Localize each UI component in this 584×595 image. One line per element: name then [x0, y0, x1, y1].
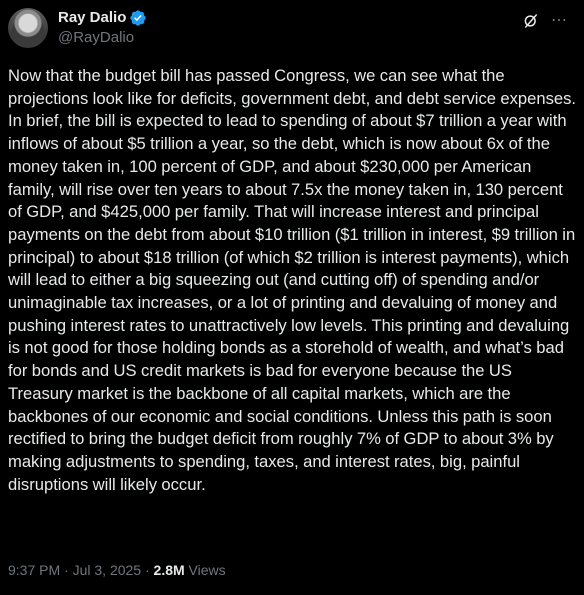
grok-icon[interactable] [522, 12, 540, 35]
author-names [58, 8, 147, 48]
display-name[interactable]: Ray Dalio [58, 9, 127, 26]
tweet-meta [8, 562, 226, 578]
tweet-text: Now that the budget bill has passed Congress, we can see what the projections look like for deficits, government debt, and debt service expenses. In brief, the bill is expected to lead to spending of about $7 trillion a year with inflows of about $5 trillion a year, so the debt, which is now about 6x of the money taken in, 100 percent of GDP, and about $230,000 per American family, will rise over ten years to about 7.5x the money taken in, 130 percent of GDP, and $425,000 per family. That will increase interest and principal payments on the debt from about $10 trillion ($1 trillion in interest, $9 trillion in principal) to about $18 trillion (of which $2 trillion is interest payments), which will lead to either a big squeezing out (and cutting off) of spending and/or unimaginable tax increases, or a lot of printing and devaluing of money and pushing interest rates to unattractively low levels. This printing and devaluing is not good for those holding bonds as a storehold of wealth, and what’s bad for bonds and US credit markets is bad for everyone because the US Treasury market is the backbone of all capital markets, which are the backbones of our economic and social conditions. Unless this path is soon rectified to bring the budget deficit from roughly 7% of GDP to about 3% by making adjustments to spending, taxes, and interest rates, big, painful disruptions will likely occur. [8, 66, 577, 494]
more-icon[interactable]: ⋯ [551, 12, 568, 29]
name-row [58, 8, 147, 28]
verified-badge-icon[interactable] [129, 9, 147, 27]
views-count: 2.8M [153, 562, 185, 578]
avatar[interactable] [8, 8, 48, 48]
tweet-header [8, 0, 574, 60]
tweet-time[interactable]: 9:37 PM [8, 562, 61, 578]
handle[interactable]: @RayDalio [58, 29, 135, 46]
views-label: Views [184, 562, 226, 578]
meta-separator: · [141, 562, 154, 578]
meta-separator: · [60, 562, 73, 578]
tweet-date[interactable]: Jul 3, 2025 [72, 562, 142, 578]
